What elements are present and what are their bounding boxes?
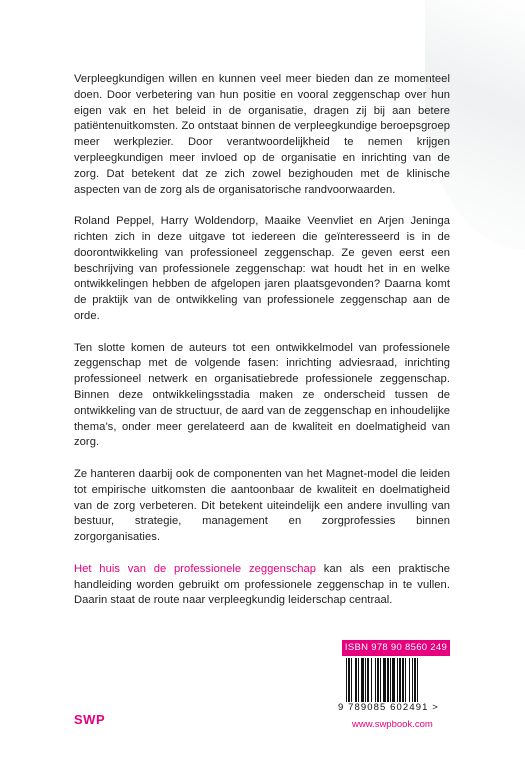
- barcode-digits: 9 789085 602491 >: [338, 702, 439, 713]
- back-cover-blurb: [74, 72, 450, 625]
- publisher-logo: SWP: [74, 712, 106, 727]
- barcode: [338, 656, 450, 716]
- blurb-paragraph-2: Roland Peppel, Harry Woldendorp, Maaike Veenvliet en Arjen Jeninga richten zich in deze uitgave tot iedereen die geïnteresseerd is in de doorontwikkeling van professioneel zeggenschap. Ze geven eerst een beschrijving van professionele zeggenschap: wat houdt het in en welke ontwikkelingen hebben de afgelopen jaren plaatsgevonden? Daarna komt de praktijk van de ontwikkeling van professionele zeggenschap aan de orde.: [74, 215, 450, 322]
- blurb-paragraph-5: [74, 562, 450, 609]
- blurb-paragraph-4: Ze hanteren daarbij ook de componenten van het Magnet-model die leiden tot empirische uitkomsten die aantoonbaar de kwaliteit en doelmatigheid van de zorg verbeteren. Dit betekent uiteindelijk een andere invulling van bestuur, strategie, management en zorgprofessies binnen zorgorganisaties.: [74, 467, 450, 544]
- isbn-label: ISBN 978 90 8560 249: [342, 640, 450, 656]
- book-title-highlight: Het huis van de professionele zeggenschap: [74, 562, 317, 575]
- blurb-paragraph-5-text: kan als een praktische handleiding worden gebruikt om professionele zeggenschap in te vullen. Daarin staat de route naar verpleegkundig leiderschap centraal.: [74, 562, 450, 607]
- blurb-paragraph-1: Verpleegkundigen willen en kunnen veel meer bieden dan ze momenteel doen. Door verbetering van hun positie en vooral zeggenschap over hun eigen vak en het beleid in de organisatie, dragen zij bij aan betere patiëntenuitkomsten. Zo ontstaat binnen de verpleegkundige beroepsgroep meer werkplezier. Door verantwoordelijkheid te nemen krijgen verpleegkundigen meer invloed op de organisatie en inrichting van de zorg. Dat betekent dat ze zich zowel bezighouden met de klinische aspecten van de zorg als de organisatorische randvoorwaarden.: [74, 73, 450, 196]
- blurb-paragraph-3: Ten slotte komen de auteurs tot een ontwikkelmodel van professionele zeggenschap met de volgende fasen: inrichting adviesraad, inrichting professioneel netwerk en organisatiebrede professionele zeggenschap. Binnen deze ontwikkelingsstadia maken ze onderscheid tussen de ontwikkeling van de structuur, de aard van de zeggenschap en inhoudelijke thema’s, onder meer gerelateerd aan de kwaliteit en doelmatigheid van zorg.: [74, 341, 450, 449]
- barcode-bars: [346, 658, 442, 702]
- publisher-website: www.swpbook.com: [352, 719, 433, 730]
